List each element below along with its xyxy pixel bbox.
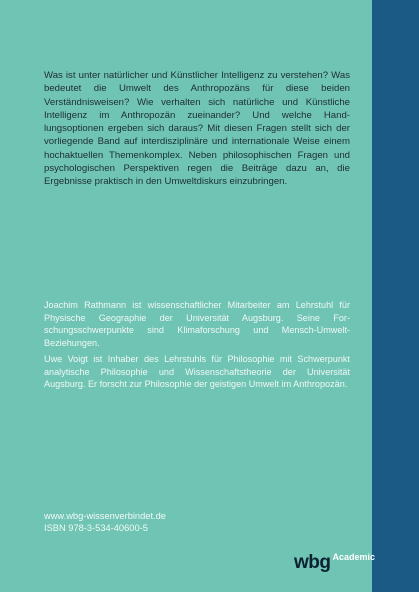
blue-side-strip: [372, 0, 419, 592]
author-bio-voigt: Uwe Voigt ist Inhaber des Lehrstuhls für Philosophie mit Schwerpunkt analytische Philosophie und Wissenschaftstheorie der Universität Augsburg. Er forscht zur Philosophie der geistigen Umwelt im Anthropozän.: [44, 354, 350, 390]
academic-logo-word: Academic: [332, 552, 376, 562]
blurb-text: Was ist unter natürlicher und Künstlicher Intelligenz zu verstehen? Was bedeutet die Umwelt des Anthropozäns für diese beiden Verständnisweisen? Wie verhalten sich natürliche und Künstliche Intelligenz im Anthropozän zueinander? Und welche Handlungsoptionen ergeben sich daraus? Mit diesen Fragen stellt sich der vorliegende Band auf interdisziplinäre und internationale Weise einem hochaktuellen Themenkomplex. Neben philosophischen Fragen und psychologischen Perspektiven regen die Beiträge dazu an, die Ergebnisse praktisch in den Umweltdiskurs einzubringen.: [44, 70, 350, 188]
publisher-meta: [44, 510, 244, 535]
wbg-academic-logo: [294, 548, 375, 572]
author-bio-rathmann: Joachim Rathmann ist wissenschaftlicher Mitarbeiter am Lehrstuhl für Physische Geographie der Universität Augsburg. Seine Forschungsschwerpunkte sind Klimaforschung und Mensch-Umwelt-Beziehungen.: [44, 300, 350, 348]
isbn-number: ISBN 978-3-534-40600-5: [44, 523, 148, 534]
publisher-website: www.wbg-wissenverbindet.de: [44, 511, 166, 521]
wbg-logo-mark: wbg: [294, 552, 331, 573]
